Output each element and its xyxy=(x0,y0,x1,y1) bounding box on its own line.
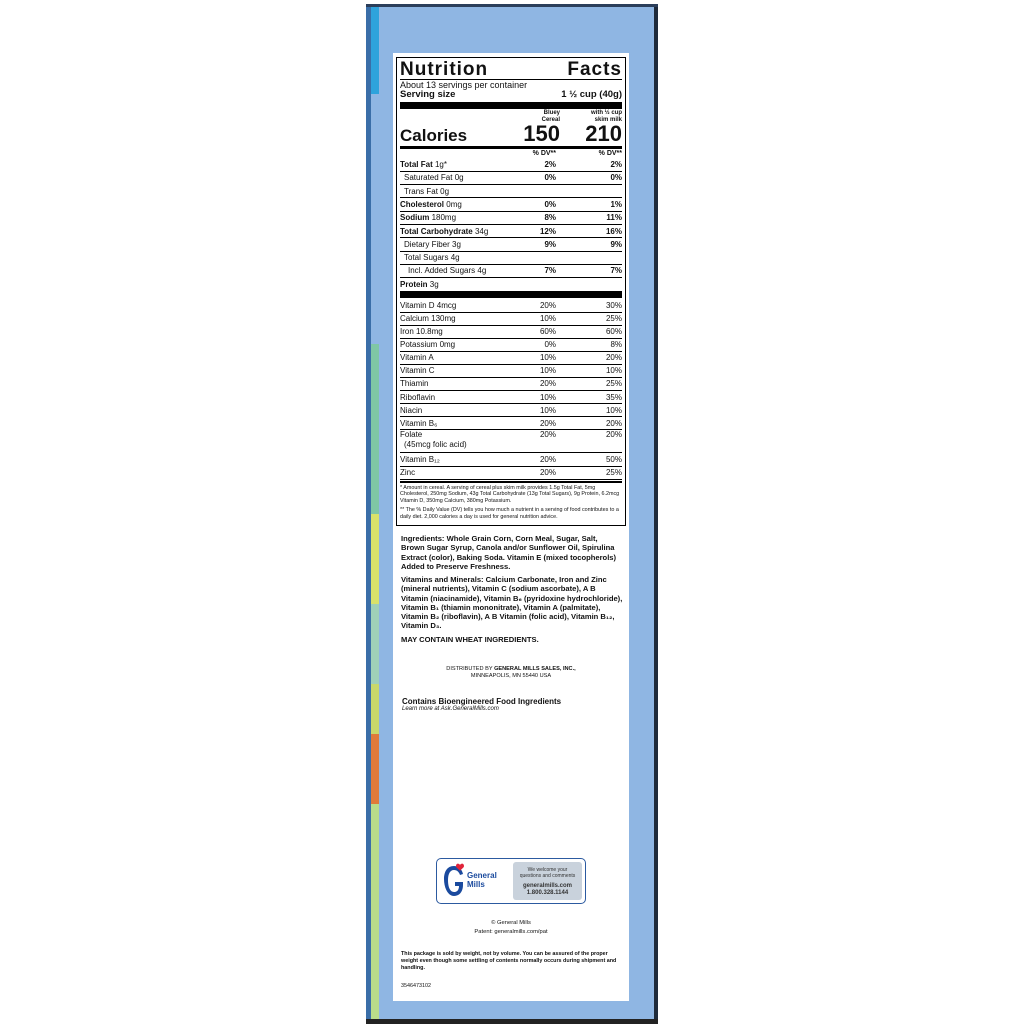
vitamin-dv-milk: 20% xyxy=(605,430,622,440)
nutrient-dv-cereal: 12% xyxy=(539,226,556,236)
nutrient-name: Incl. Added Sugars xyxy=(408,266,476,276)
nutrient-name: Saturated Fat xyxy=(404,173,453,183)
distributed-by: DISTRIBUTED BY xyxy=(446,666,493,672)
vitamin-dv-cereal: 10% xyxy=(539,353,556,363)
vitamin-dv-milk: 25% xyxy=(605,467,622,477)
weight-note: This package is sold by weight, not by volume. You can be assured of the proper weight even though some settling of contents normally occurs during shipment and handling. xyxy=(401,951,617,972)
vitamin-name: Thiamin xyxy=(400,379,429,389)
nutrient-row xyxy=(400,185,622,198)
nutrient-amount: 0mg xyxy=(446,199,462,209)
vitamin-row xyxy=(400,417,622,430)
nutrient-amount: 34g xyxy=(474,226,489,236)
vitamin-dv-milk: 20% xyxy=(605,418,622,428)
vitamin-sub: (45mcg folic acid) xyxy=(404,439,467,449)
nutrient-name: Total Carbohydrate xyxy=(400,226,473,236)
nutrient-table xyxy=(400,159,622,291)
vitamin-dv-milk: 25% xyxy=(605,379,622,389)
footnote-amount: * Amount in cereal. A serving of cereal plus skim milk provides 1.5g Total Fat, 5mg Cholesterol, 250mg Sodium, 43g Total Carbohydrate (13g Total Sugars), 9g Protein, 6.2mcg Vitamin D, 350mg Calcium, 380mg Potassium. xyxy=(400,484,620,505)
vitamin-row xyxy=(400,378,622,391)
nutrient-row xyxy=(400,159,622,172)
vitamin-name: Vitamin C xyxy=(400,366,435,376)
distributor-city: MINNEAPOLIS, MN 55440 USA xyxy=(470,673,552,680)
nutrient-amount: 180mg xyxy=(431,213,457,223)
vitamin-dv-cereal: 10% xyxy=(539,366,556,376)
nutrient-row xyxy=(400,278,622,290)
dv-header-1: % DV** xyxy=(532,150,556,158)
vitamin-name: Niacin xyxy=(400,405,423,415)
col-header-milk: with ½ cup skim milk xyxy=(590,110,622,123)
vitamin-dv-cereal: 20% xyxy=(539,454,556,464)
distributor-company: GENERAL MILLS SALES, INC., xyxy=(494,666,576,672)
vitamin-dv-milk: 10% xyxy=(605,405,622,415)
vitamin-row xyxy=(400,467,622,480)
ingredients-list: Ingredients: Whole Grain Corn, Corn Meal, Sugar, Salt, Brown Sugar Syrup, Canola and/or Sunflower Oil, Spirulina Extract (color), Baking Soda. Vitamin E (mixed tocopherols) Added to Preserve Freshness. xyxy=(401,534,617,571)
vitamin-dv-cereal: 20% xyxy=(539,430,556,440)
vitamin-name: Iron 10.8mg xyxy=(400,327,443,337)
vitamin-dv-milk: 35% xyxy=(605,392,622,402)
vitamin-row xyxy=(400,326,622,339)
ingredients-block xyxy=(401,534,623,648)
nutrient-amount: 3g xyxy=(452,239,461,249)
vitamin-dv-milk: 50% xyxy=(605,454,622,464)
vitamin-dv-cereal: 10% xyxy=(539,314,556,324)
nutrient-name: Total Sugars xyxy=(404,253,449,263)
nutrient-row xyxy=(400,252,622,265)
allergen-statement: MAY CONTAIN WHEAT INGREDIENTS. xyxy=(401,634,539,644)
nutrient-name: Dietary Fiber xyxy=(404,239,450,249)
vitamin-dv-milk: 20% xyxy=(605,353,622,363)
nutrient-dv-milk: 2% xyxy=(610,160,622,170)
vitamin-row xyxy=(400,453,622,466)
footnotes xyxy=(400,485,622,521)
box-right-edge xyxy=(654,4,658,1024)
nutrient-dv-milk: 16% xyxy=(605,226,622,236)
vitamin-name: Vitamin A xyxy=(400,353,434,363)
vitamin-name: Vitamin B₁₂ xyxy=(400,454,440,464)
contact-info: We welcome your questions and comments generalmills.com 1.800.328.1144 xyxy=(513,862,582,900)
nutrient-row xyxy=(400,225,622,238)
box-bottom-edge xyxy=(366,1019,658,1024)
vitamin-dv-milk: 10% xyxy=(605,366,622,376)
servings-per-container: About 13 servings per container xyxy=(400,80,528,90)
nutrient-row xyxy=(400,212,622,225)
nutrient-amount: 0g xyxy=(440,186,450,196)
col-header-cereal: Bluey Cereal xyxy=(541,110,560,123)
vitamin-dv-cereal: 20% xyxy=(539,418,556,428)
calories-cereal: 150 xyxy=(523,121,560,147)
vitamin-name: Potassium 0mg xyxy=(400,340,456,350)
nutrient-dv-cereal: 0% xyxy=(544,173,556,183)
bioengineered-learn-more: Learn more at Ask.GeneralMills.com xyxy=(402,706,499,712)
distributor-block xyxy=(393,666,629,681)
nutrient-name: Total Fat xyxy=(400,160,433,170)
nutrient-amount: 0g xyxy=(454,173,464,183)
vitamin-row xyxy=(400,404,622,417)
vitamin-dv-cereal: 60% xyxy=(539,327,556,337)
nutrient-row xyxy=(400,238,622,251)
vitamin-dv-cereal: 0% xyxy=(544,340,556,350)
vitamin-name: Vitamin D 4mcg xyxy=(400,300,457,310)
calories-label: Calories xyxy=(400,125,468,145)
vitamin-row xyxy=(400,430,622,453)
nutrient-dv-milk: 7% xyxy=(610,266,622,276)
vitamin-dv-cereal: 10% xyxy=(539,405,556,415)
contact-url: generalmills.com xyxy=(522,882,573,889)
vitamin-row xyxy=(400,391,622,404)
contact-phone: 1.800.328.1144 xyxy=(526,890,569,896)
serving-size-label: Serving size xyxy=(400,89,456,101)
vitamin-row xyxy=(400,299,622,312)
general-mills-logo-icon xyxy=(441,863,467,899)
vitamin-dv-milk: 30% xyxy=(605,300,622,310)
vitamin-table xyxy=(400,299,622,479)
box-top-edge xyxy=(366,4,658,7)
nutrient-dv-milk: 9% xyxy=(610,239,622,249)
general-mills-contact-box xyxy=(436,858,586,904)
nutrient-name: Protein xyxy=(400,279,428,289)
vitamins-minerals-list: Vitamins and Minerals: Calcium Carbonate, Iron and Zinc (mineral nutrients), Vitamin C (sodium ascorbate), A B Vitamin (niacinamide), Vitamin B₆ (pyridoxine hydrochloride), Vitamin B₁ (thiamin mononitrate), Vitamin A (palmitate), Vitamin B₂ (riboflavin), A B Vitamin (folic acid), Vitamin B₁₂, Vitamin D₃. xyxy=(401,575,623,631)
vitamin-dv-milk: 25% xyxy=(605,314,622,324)
vitamin-row xyxy=(400,313,622,326)
vitamin-dv-milk: 60% xyxy=(605,327,622,337)
nutrient-dv-cereal: 8% xyxy=(544,213,556,223)
nutrient-amount: 4g xyxy=(477,266,487,276)
nutrient-row xyxy=(400,265,622,278)
nutrient-dv-milk: 11% xyxy=(606,213,622,223)
nutrient-dv-milk: 0% xyxy=(610,173,622,183)
nutrient-dv-cereal: 7% xyxy=(544,266,556,276)
nutrient-amount: 1g* xyxy=(434,160,447,170)
nutrient-dv-cereal: 0% xyxy=(544,199,556,209)
calories-milk: 210 xyxy=(585,121,622,147)
vitamin-name: Folate xyxy=(400,430,423,440)
vitamin-row xyxy=(400,365,622,378)
package-code: 3546473102 xyxy=(401,983,431,989)
serving-size-value: 1 ½ cup (40g) xyxy=(561,89,622,101)
vitamin-dv-cereal: 20% xyxy=(539,300,556,310)
vitamin-row xyxy=(400,352,622,365)
title-facts: Facts xyxy=(567,59,622,80)
nutrient-row xyxy=(400,198,622,211)
vitamin-name: Zinc xyxy=(400,467,416,477)
nutrition-facts-label xyxy=(396,57,626,526)
nutrition-facts-title xyxy=(400,60,622,79)
vitamin-name: Riboflavin xyxy=(400,392,436,402)
vitamin-dv-cereal: 20% xyxy=(539,467,556,477)
nutrient-amount: 3g xyxy=(429,279,439,289)
vitamin-name: Vitamin B₆ xyxy=(400,418,438,428)
nutrient-amount: 4g xyxy=(450,253,460,263)
nutrient-row xyxy=(400,172,622,185)
nutrient-name: Cholesterol xyxy=(400,199,445,209)
dv-header-2: % DV** xyxy=(598,150,622,158)
vitamin-name: Calcium 130mg xyxy=(400,314,456,324)
vitamin-dv-milk: 8% xyxy=(610,340,622,350)
vitamin-dv-cereal: 10% xyxy=(539,392,556,402)
bioengineered-title: Contains Bioengineered Food Ingredients xyxy=(402,697,562,706)
nutrient-dv-milk: 1% xyxy=(610,199,622,209)
copyright: © General Mills xyxy=(491,920,531,926)
general-mills-name: General Mills xyxy=(467,871,497,889)
vitamin-dv-cereal: 20% xyxy=(539,379,556,389)
box-color-strip xyxy=(371,4,379,1024)
nutrient-dv-cereal: 9% xyxy=(544,239,556,249)
copyright-block xyxy=(393,919,629,936)
vitamin-row xyxy=(400,339,622,352)
nutrient-name: Trans Fat xyxy=(404,186,438,196)
footnote-dv: ** The % Daily Value (DV) tells you how much a nutrient in a serving of food contributes to a daily diet. 2,000 calories a day is used for general nutrition advice. xyxy=(400,506,619,520)
nutrient-dv-cereal: 2% xyxy=(544,160,556,170)
patent: Patent: generalmills.com/pat xyxy=(474,928,548,935)
title-nutrition: Nutrition xyxy=(400,59,489,80)
nutrient-name: Sodium xyxy=(400,213,430,223)
